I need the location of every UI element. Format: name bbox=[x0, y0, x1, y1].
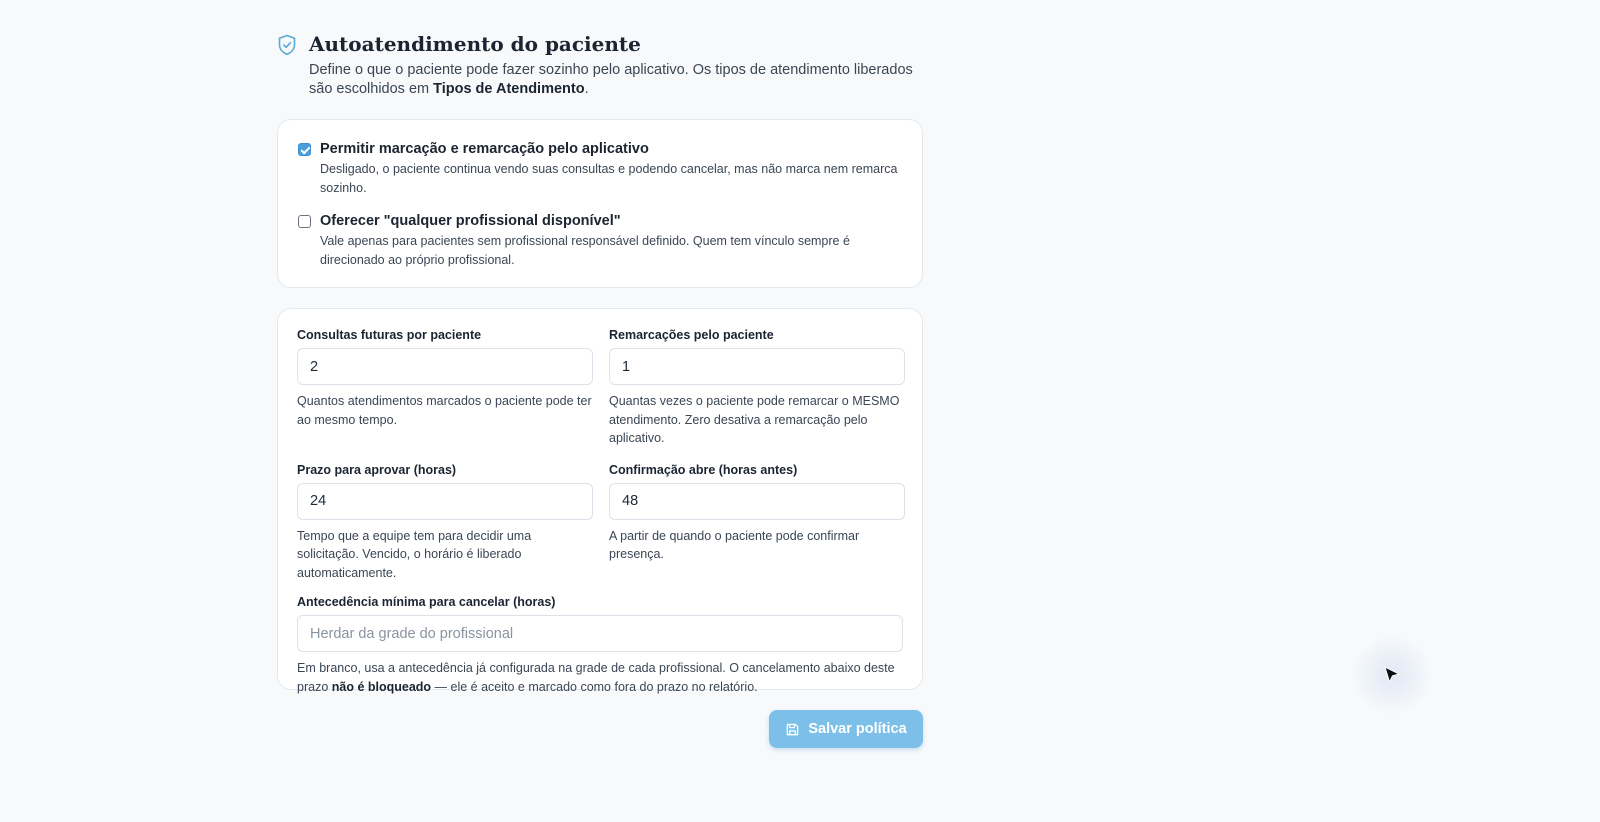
field-prazo bbox=[297, 462, 593, 583]
allow-booking-checkbox[interactable] bbox=[298, 143, 311, 156]
field-label: Confirmação abre (horas antes) bbox=[609, 462, 798, 477]
option-description: Desligado, o paciente continua vendo suas consultas e podendo cancelar, mas não marca nem remarca sozinho. bbox=[320, 162, 898, 195]
option-title: Oferecer "qualquer profissional disponível" bbox=[320, 213, 621, 229]
option-allow-booking[interactable] bbox=[298, 140, 902, 198]
field-hint: Quantos atendimentos marcados o paciente pode ter ao mesmo tempo. bbox=[297, 394, 592, 427]
field-label: Prazo para aprovar (horas) bbox=[297, 462, 457, 477]
page-content bbox=[277, 30, 923, 737]
consultas-futuras-input[interactable] bbox=[297, 348, 593, 385]
field-hint: A partir de quando o paciente pode confirmar presença. bbox=[609, 528, 860, 561]
section-header bbox=[277, 30, 923, 99]
remarcacoes-input[interactable] bbox=[609, 348, 905, 385]
option-description: Vale apenas para pacientes sem profissional responsável definido. Quem tem vínculo sempre é direcionado ao próprio profissional. bbox=[320, 234, 850, 267]
options-card bbox=[277, 119, 923, 288]
save-button-label: Salvar política bbox=[808, 721, 907, 737]
option-title: Permitir marcação e remarcação pelo aplicativo bbox=[320, 141, 649, 157]
subtitle-link-text: Tipos de Atendimento bbox=[433, 81, 585, 97]
hint-text-end: — ele é aceito e marcado como fora do prazo no relatório. bbox=[431, 679, 758, 694]
antecedencia-input[interactable] bbox=[297, 615, 903, 652]
field-label: Consultas futuras por paciente bbox=[297, 328, 482, 342]
hint-bold: não é bloqueado bbox=[331, 679, 432, 694]
option-any-professional[interactable] bbox=[298, 212, 902, 270]
prazo-aprovar-input[interactable] bbox=[297, 483, 593, 520]
shield-check-icon bbox=[277, 34, 297, 56]
field-consultas bbox=[297, 327, 593, 448]
field-hint: Quantas vezes o paciente pode remarcar o MESMO atendimento. Zero desativa a remarcação pelo aplicativo. bbox=[609, 394, 900, 445]
field-label: Antecedência mínima para cancelar (horas) bbox=[297, 595, 556, 609]
subtitle-text: Define o que o paciente pode fazer sozinho pelo aplicativo. Os tipos de atendimento liberados são escolhidos em bbox=[309, 62, 913, 97]
limits-card bbox=[277, 308, 923, 694]
mouse-cursor-icon bbox=[1382, 665, 1402, 687]
confirmacao-input[interactable] bbox=[609, 483, 905, 520]
hint-text: Em branco, usa a antecedência já configurada na grade de cada profissional. O cancelamento abaixo deste prazo bbox=[297, 661, 895, 694]
subtitle-end: . bbox=[584, 81, 589, 97]
any-professional-checkbox[interactable] bbox=[298, 215, 311, 228]
field-hint bbox=[297, 659, 903, 696]
field-remarcacoes bbox=[609, 327, 905, 448]
limits-row-1 bbox=[297, 327, 903, 448]
page-subtitle bbox=[309, 61, 923, 99]
field-label: Remarcações pelo paciente bbox=[609, 328, 774, 342]
limits-row-2 bbox=[297, 462, 903, 583]
page-title: Autoatendimento do paciente bbox=[309, 32, 641, 56]
field-confirmacao bbox=[609, 462, 905, 583]
save-policy-button[interactable] bbox=[769, 710, 923, 748]
field-hint: Tempo que a equipe tem para decidir uma solicitação. Vencido, o horário é liberado automaticamente. bbox=[297, 528, 532, 580]
save-icon bbox=[785, 722, 800, 737]
field-antecedencia bbox=[297, 594, 903, 696]
